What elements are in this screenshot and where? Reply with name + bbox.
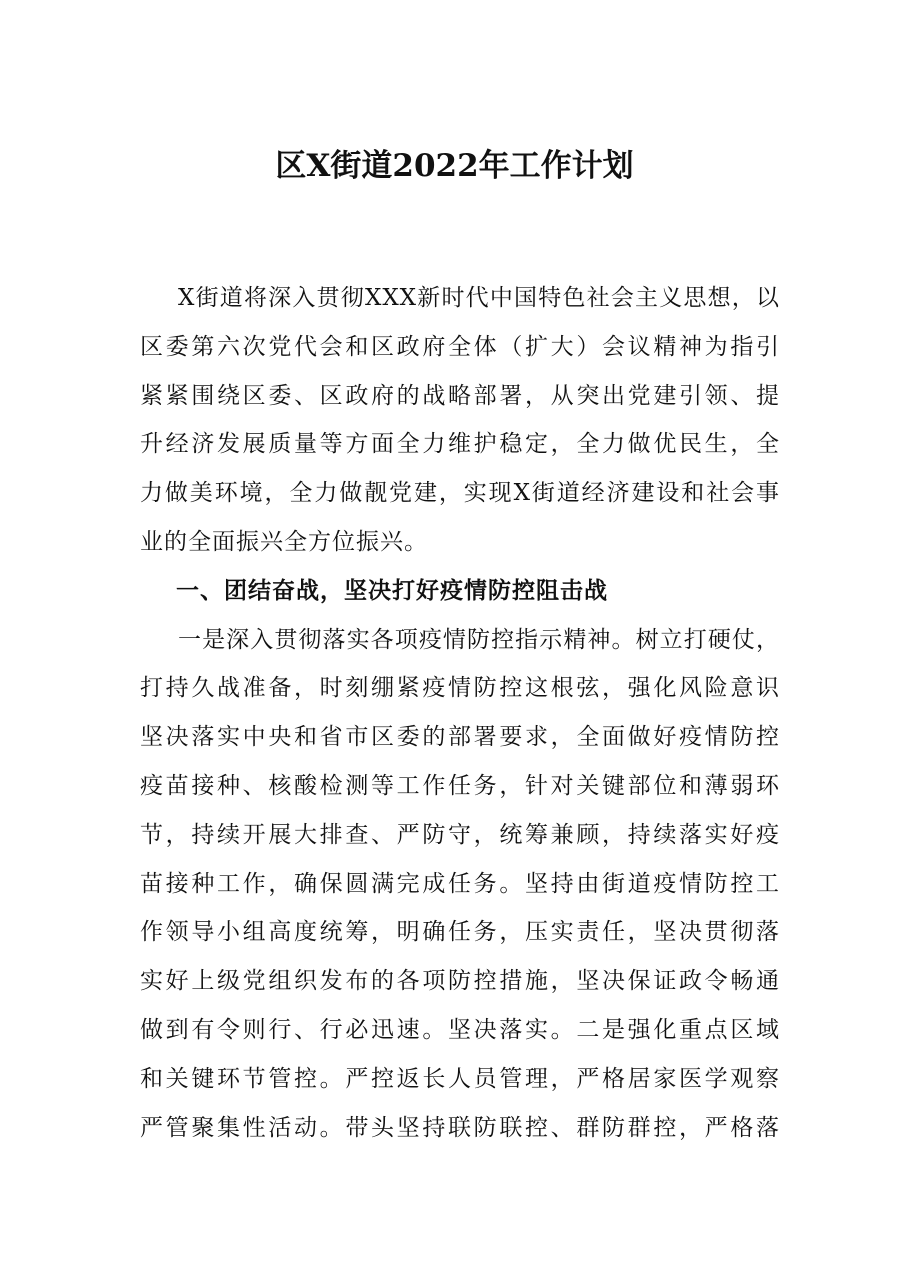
paragraph-2-line: 坚决落实中央和省市区委的部署要求，全面做好疫情防控 [140,724,780,751]
section-heading: 一、团结奋战，坚决打好疫情防控阻击战 [176,576,608,604]
document-body [140,274,780,1152]
paragraph-1-line: 升经济发展质量等方面全力维护稳定，全力做优民生，全 [140,431,780,458]
paragraph-2-line: 作领导小组高度统筹，明确任务，压实责任，坚决贯彻落 [140,919,780,946]
paragraph-1-line: 力做美环境，全力做靓党建，实现X街道经济建设和社会事 [140,480,780,507]
paragraph-2-line: 严管聚集性活动。带头坚持联防联控、群防群控，严格落 [140,1114,780,1141]
paragraph-1-line: 业的全面振兴全方位振兴。 [140,528,428,555]
paragraph-2-line: 打持久战准备，时刻绷紧疫情防控这根弦，强化风险意识 [140,675,780,702]
paragraph-1-line: X街道将深入贯彻XXX新时代中国特色社会主义思想，以 [178,285,780,311]
paragraph-2-line: 苗接种工作，确保圆满完成任务。坚持由街道疫情防控工 [140,870,780,897]
paragraph-1-line: 区委第六次党代会和区政府全体（扩大）会议精神为指引 [140,333,780,360]
paragraph-2-line: 节，持续开展大排查、严防守，统筹兼顾，持续落实好疫 [140,821,780,848]
paragraph-2-line: 疫苗接种、核酸检测等工作任务，针对关键部位和薄弱环 [140,772,780,799]
paragraph-2-line: 和关键环节管控。严控返长人员管理，严格居家医学观察 [140,1065,780,1092]
document-title: 区X街道2022年工作计划 [275,148,634,184]
paragraph-2-line: 做到有令则行、行必迅速。坚决落实。二是强化重点区域 [140,1016,780,1043]
paragraph-2-line: 实好上级党组织发布的各项防控措施，坚决保证政令畅通 [140,968,780,995]
paragraph-2-line: 一是深入贯彻落实各项疫情防控指示精神。树立打硬仗， [178,626,780,653]
paragraph-1-line: 紧紧围绕区委、区政府的战略部署，从突出党建引领、提 [140,382,780,409]
